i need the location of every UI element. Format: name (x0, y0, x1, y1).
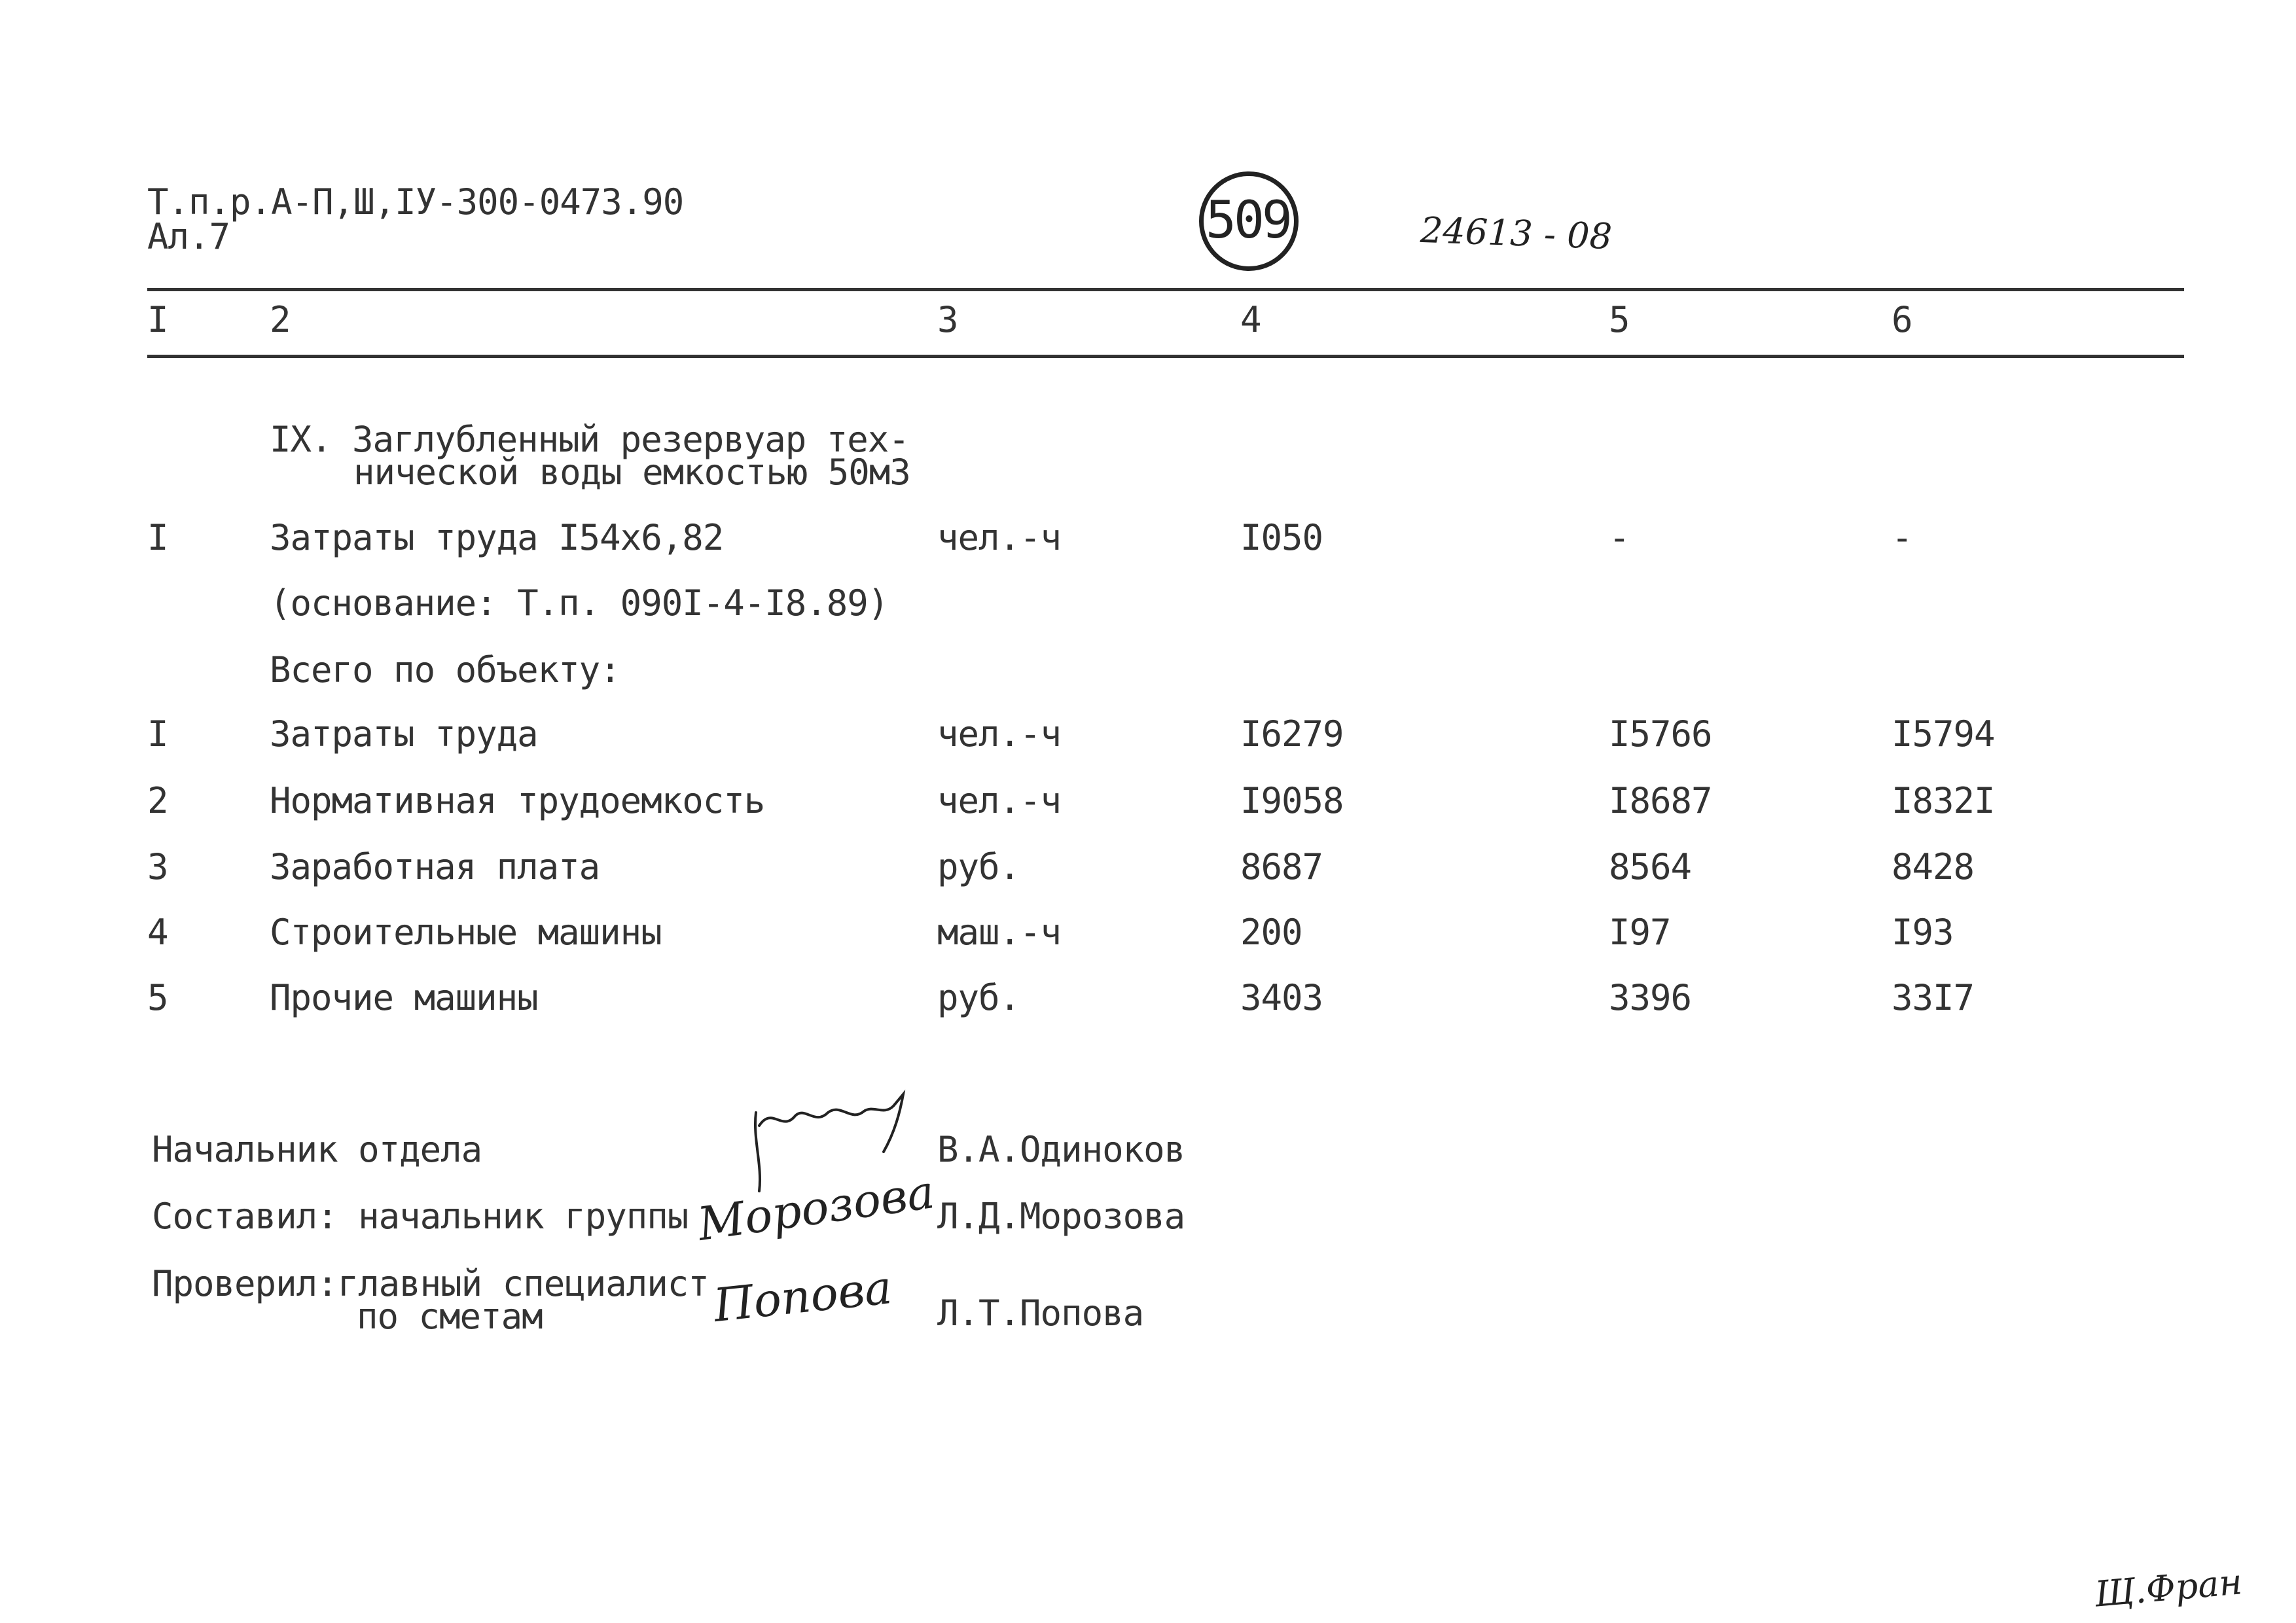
signature-name-checker: Л.Т.Попова (937, 1293, 1144, 1334)
row-col5: 8564 (1609, 846, 1692, 887)
total-label: Всего по объекту: (270, 649, 620, 690)
row-col4: I6279 (1240, 713, 1344, 755)
row-unit: чел.-ч (937, 780, 1062, 821)
corner-handwritten-note: Щ.Фран (2092, 1561, 2244, 1615)
row-number: I (147, 713, 168, 755)
row-name: Затраты труда (270, 713, 538, 755)
row-col5: I97 (1609, 912, 1671, 953)
sheet-number: Ал.7 (147, 216, 230, 257)
column-header-4: 4 (1240, 299, 1261, 340)
row-col6: I5794 (1892, 713, 1995, 755)
basis-note: (основание: Т.п. 090I-4-I8.89) (270, 582, 889, 624)
header-rule-top (147, 288, 2184, 291)
row-number: I (147, 517, 168, 558)
column-header-6: 6 (1892, 299, 1912, 340)
row-col5: - (1609, 517, 1630, 558)
row-number: 3 (147, 846, 168, 887)
page-stamp-number: 509 (1206, 191, 1290, 250)
row-col6: 8428 (1892, 846, 1975, 887)
row-col4: 8687 (1240, 846, 1323, 887)
row-unit: чел.-ч (937, 517, 1062, 558)
row-col4: 200 (1240, 912, 1302, 953)
signature-role-compiler: Составил: начальник группы (152, 1196, 689, 1237)
column-header-2: 2 (270, 299, 291, 340)
row-col4: 3403 (1240, 977, 1323, 1018)
row-col6: 33I7 (1892, 977, 1975, 1018)
row-col6: I93 (1892, 912, 1954, 953)
header-rule-bottom (147, 355, 2184, 358)
row-col5: I8687 (1609, 780, 1712, 821)
signature-role-checker-line2: по сметам (357, 1296, 543, 1337)
signature-role-checker-line1: Проверил:главный специалист (152, 1263, 709, 1304)
row-number: 5 (147, 977, 168, 1018)
row-col6: I832I (1892, 780, 1995, 821)
row-col5: 3396 (1609, 977, 1692, 1018)
signature-name-head: В.А.Одиноков (937, 1129, 1185, 1170)
handwritten-number: 24613 - 08 (1419, 209, 1613, 258)
row-col4: I050 (1240, 517, 1323, 558)
row-number: 2 (147, 780, 168, 821)
row-number: 4 (147, 912, 168, 953)
column-header-5: 5 (1609, 299, 1630, 340)
document-code: Т.п.р.А-П,Ш,IУ-300-0473.90 (147, 181, 684, 223)
row-unit: руб. (937, 846, 1020, 887)
row-col4: I9058 (1240, 780, 1344, 821)
signature-role-head: Начальник отдела (152, 1129, 482, 1170)
row-col6: - (1892, 517, 1912, 558)
signature-morozova: Морозова (694, 1165, 938, 1251)
signature-popova: Попова (711, 1260, 895, 1333)
signature-name-compiler: Л.Д.Морозова (937, 1196, 1185, 1237)
row-name: Строительные машины (270, 912, 662, 953)
row-name: Заработная плата (270, 846, 600, 887)
row-name: Прочие машины (270, 977, 538, 1018)
row-unit: чел.-ч (937, 713, 1062, 755)
row-col5: I5766 (1609, 713, 1712, 755)
row-name: Затраты труда I54х6,82 (270, 517, 724, 558)
section-title-line1: IX. Заглубленный резервуар тех- (270, 419, 909, 460)
section-title-line2: нической воды емкостью 50м3 (353, 452, 910, 493)
row-unit: маш.-ч (937, 912, 1062, 953)
row-name: Нормативная трудоемкость (270, 780, 765, 821)
row-unit: руб. (937, 977, 1020, 1018)
column-header-1: I (147, 299, 168, 340)
column-header-3: 3 (937, 299, 958, 340)
